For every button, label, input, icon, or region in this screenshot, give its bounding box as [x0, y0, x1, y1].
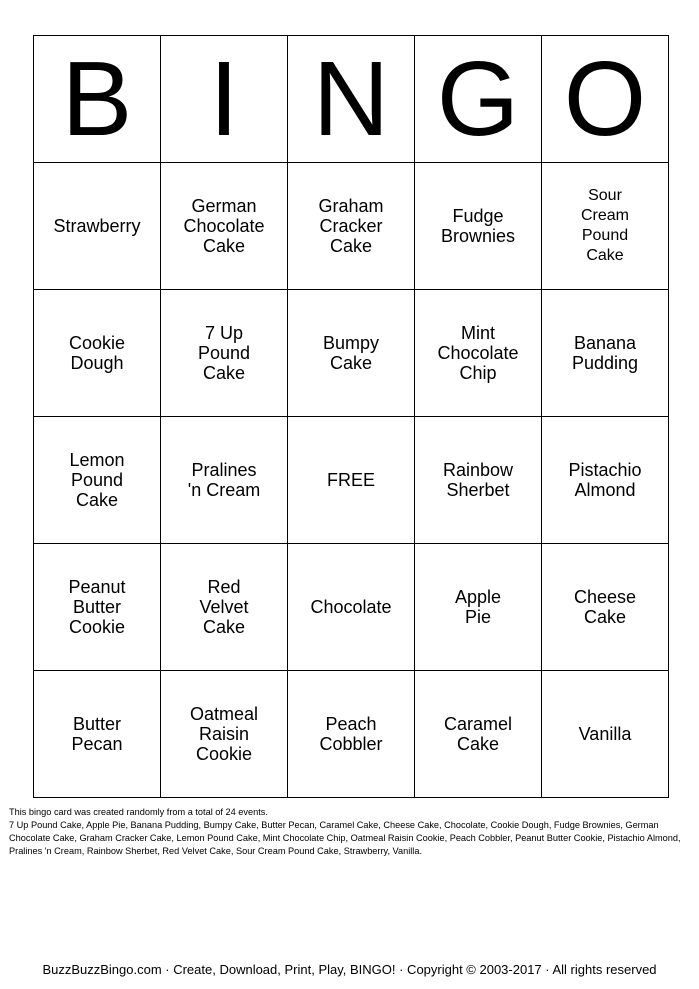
bingo-row: [34, 671, 669, 798]
bingo-cell: [542, 671, 669, 798]
cell-text-line: 'n Cream: [187, 480, 261, 500]
bingo-cell: [288, 544, 415, 671]
bingo-cell: [161, 163, 288, 290]
cell-text-line: Red: [207, 577, 241, 597]
bingo-cell: [34, 417, 161, 544]
cell-text-line: Apple: [454, 587, 502, 607]
cell-text-line: Bumpy: [322, 333, 380, 353]
cell-text-line: Almond: [574, 480, 636, 500]
cell-text-line: Fudge: [452, 206, 504, 226]
cell-text-line: Banana: [573, 333, 637, 353]
cell-text-line: Cake: [202, 236, 246, 256]
cell-text-line: Butter: [72, 597, 122, 617]
cell-text-line: Peach: [325, 714, 377, 734]
header-row: [34, 36, 669, 163]
cell-text-line: Cake: [586, 247, 624, 264]
header-cell: [34, 36, 161, 163]
cell-text-line: Caramel: [443, 714, 513, 734]
bingo-cell: [415, 290, 542, 417]
cell-text-line: Cookie: [68, 617, 126, 637]
cell-text-line: Sour: [588, 187, 622, 204]
note-event-list: 7 Up Pound Cake, Apple Pie, Banana Pudding, Bumpy Cake, Butter Pecan, Caramel Cake, Cheese Cake, Chocolate, Cookie Dough, Fudge Brownies, German Chocolate Cake, Graham Cracker Cake, Lemon Pound Cake, Mint Chocolate Chip, Oatmeal Raisin Cookie, Peach Cobbler, Peanut Butter Cookie, Pistachio Almond, Pralines 'n Cream, Rainbow Sherbet, Red Velvet Cake, Sour Cream Pound Cake, Strawberry, Vanilla.: [9, 820, 681, 856]
bingo-cell: [161, 544, 288, 671]
cell-text-line: Strawberry: [53, 216, 141, 236]
bingo-row: [34, 417, 669, 544]
cell-text-line: Pudding: [571, 353, 639, 373]
bingo-cell: [34, 544, 161, 671]
bingo-row: [34, 290, 669, 417]
bingo-cell: [542, 163, 669, 290]
header-cell: [161, 36, 288, 163]
header-letter: G: [436, 40, 520, 158]
bingo-row: [34, 544, 669, 671]
bingo-cell: [542, 290, 669, 417]
cell-text-line: Chip: [459, 363, 497, 383]
cell-text-line: Cream: [580, 207, 629, 224]
cell-text-line: Pound: [197, 343, 251, 363]
header-cell: [542, 36, 669, 163]
bingo-cell: [34, 163, 161, 290]
cell-text-line: Pound: [70, 470, 124, 490]
bingo-cell: [288, 163, 415, 290]
cell-text-line: Rainbow: [442, 460, 514, 480]
cell-text-line: Dough: [70, 353, 124, 373]
note-intro: This bingo card was created randomly from a total of 24 events.: [9, 807, 268, 817]
bingo-cell: [542, 544, 669, 671]
cell-text-line: Pistachio: [568, 460, 642, 480]
header-cell: [415, 36, 542, 163]
cell-text-line: Cobbler: [319, 734, 383, 754]
cell-text-line: Chocolate: [437, 343, 519, 363]
cell-text-line: FREE: [326, 470, 375, 490]
cell-text-line: Pie: [464, 607, 491, 627]
bingo-cell: [288, 671, 415, 798]
cell-text-line: Graham: [318, 196, 384, 216]
footer-text: BuzzBuzzBingo.com · Create, Download, Print, Play, BINGO! · Copyright © 2003-2017 · All rights reserved: [42, 962, 657, 977]
cell-text-line: Cheese: [573, 587, 637, 607]
cell-text-line: Cake: [202, 617, 246, 637]
bingo-cell: [415, 671, 542, 798]
free-space-cell: [288, 417, 415, 544]
cell-text-line: Mint: [460, 323, 495, 343]
bingo-cell: [161, 417, 288, 544]
bingo-cell: [415, 417, 542, 544]
cell-text-line: Sherbet: [446, 480, 510, 500]
cell-text-line: Peanut: [68, 577, 126, 597]
bingo-card: [33, 35, 669, 798]
bingo-cell: [415, 163, 542, 290]
cell-text-line: Cake: [202, 363, 246, 383]
cell-text-line: Cake: [329, 236, 373, 256]
cell-text-line: Cake: [75, 490, 119, 510]
header-letter: I: [209, 40, 239, 158]
cell-text-line: Cake: [456, 734, 500, 754]
cell-text-line: 7 Up: [204, 323, 244, 343]
cell-text-line: Pound: [581, 227, 629, 244]
cell-text-line: Oatmeal: [189, 704, 259, 724]
cell-text-line: Cookie: [68, 333, 126, 353]
bingo-cell: [161, 290, 288, 417]
bingo-row: [34, 163, 669, 290]
cell-text-line: Chocolate: [310, 597, 392, 617]
cell-text-line: Lemon: [69, 450, 125, 470]
header-letter: B: [61, 40, 133, 158]
cell-text-line: Chocolate: [183, 216, 265, 236]
header-cell: [288, 36, 415, 163]
header-letter: N: [312, 40, 390, 158]
cell-text-line: Pralines: [191, 460, 257, 480]
cell-text-line: Brownies: [440, 226, 516, 246]
bingo-cell: [161, 671, 288, 798]
cell-text-line: Cracker: [319, 216, 383, 236]
cell-text-line: German: [191, 196, 257, 216]
cell-text-line: Vanilla: [578, 724, 632, 744]
cell-text-line: Cake: [329, 353, 373, 373]
bingo-cell: [415, 544, 542, 671]
card-note: [9, 806, 681, 858]
cell-text-line: Cake: [583, 607, 627, 627]
header-letter: O: [563, 40, 647, 158]
cell-text-line: Raisin: [198, 724, 250, 744]
bingo-cell: [34, 290, 161, 417]
cell-text-line: Pecan: [71, 734, 123, 754]
cell-text-line: Cookie: [195, 744, 253, 764]
bingo-cell: [34, 671, 161, 798]
cell-text-line: Butter: [72, 714, 122, 734]
bingo-cell: [288, 290, 415, 417]
cell-text-line: Velvet: [199, 597, 249, 617]
bingo-cell: [542, 417, 669, 544]
